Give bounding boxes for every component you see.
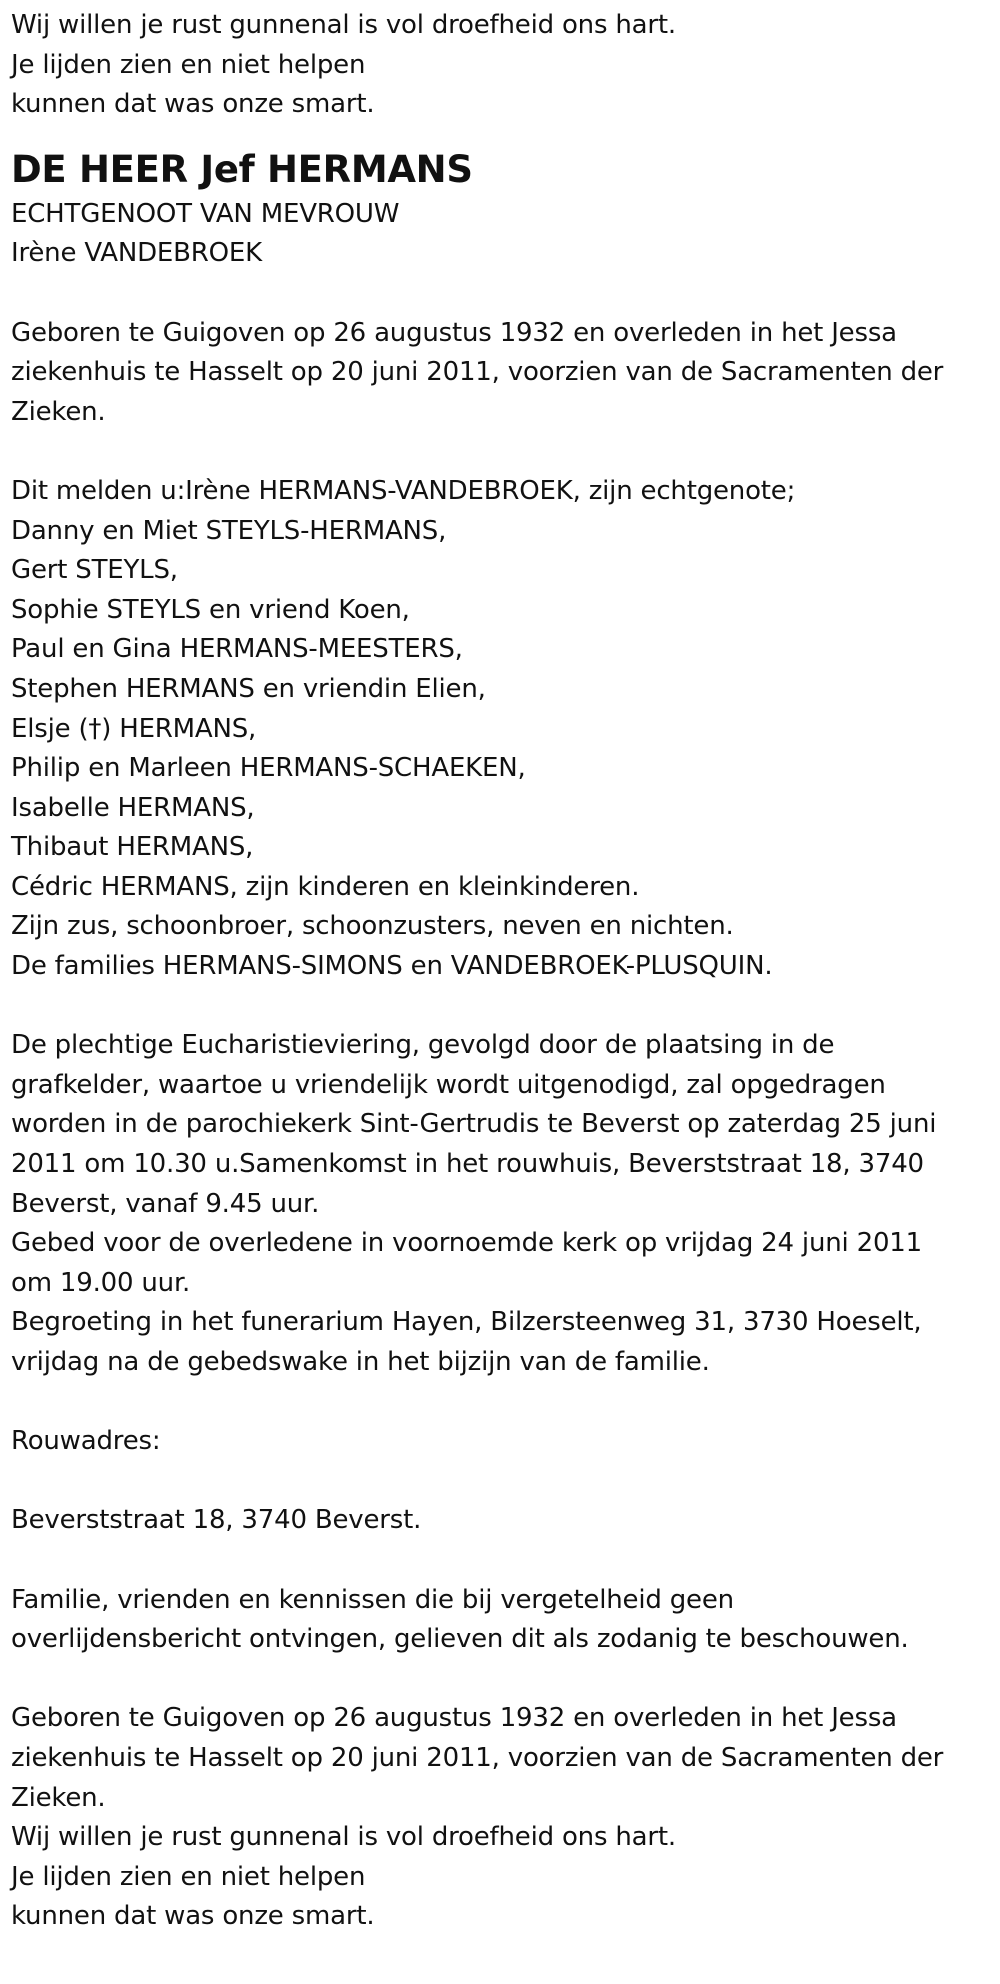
text-line: ziekenhuis te Hasselt op 20 juni 2011, voorzien van de Sacramenten der: [11, 357, 944, 388]
announcers-list: [11, 472, 991, 987]
address: Beverststraat 18, 3740 Beverst.: [11, 1505, 422, 1536]
text-line: 2011 om 10.30 u.Samenkomst in het rouwhuis, Beverststraat 18, 3740: [11, 1149, 924, 1180]
announcer-line: Sophie STEYLS en vriend Koen,: [11, 594, 410, 625]
poem-top: [11, 6, 991, 125]
disclaimer: [11, 1581, 991, 1660]
text-line: Zieken.: [11, 1782, 106, 1813]
announcer-line: Isabelle HERMANS,: [11, 792, 255, 823]
poem-line: kunnen dat was onze smart.: [11, 1901, 375, 1932]
poem-line: Wij willen je rust gunnenal is vol droefheid ons hart.: [11, 10, 676, 40]
announcer-line: Danny en Miet STEYLS-HERMANS,: [11, 515, 447, 546]
text-line: om 19.00 uur.: [11, 1267, 191, 1298]
text-line: De plechtige Eucharistieviering, gevolgd door de plaatsing in de: [11, 1030, 835, 1061]
text-line: Familie, vrienden en kennissen die bij vergetelheid geen: [11, 1584, 734, 1615]
obituary-notice: [11, 6, 991, 1937]
text-line: Geboren te Guigoven op 26 augustus 1932 en overleden in het Jessa: [11, 1703, 897, 1734]
announcer-line: Zijn zus, schoonbroer, schoonzusters, neven en nichten.: [11, 911, 734, 942]
announcer-line: Thibaut HERMANS,: [11, 832, 254, 863]
poem-bottom: [11, 1818, 991, 1937]
text-line: Zieken.: [11, 396, 106, 427]
poem-line: Je lijden zien en niet helpen: [11, 1861, 366, 1892]
birth-death-info: [11, 314, 991, 433]
announcer-line: Philip en Marleen HERMANS-SCHAEKEN,: [11, 753, 526, 784]
text-line: overlijdensbericht ontvingen, gelieven dit als zodanig te beschouwen.: [11, 1624, 909, 1655]
announcer-line: Dit melden u:Irène HERMANS-VANDEBROEK, zijn echtgenote;: [11, 475, 796, 506]
text-line: Begroeting in het funerarium Hayen, Bilzersteenweg 31, 3730 Hoeselt,: [11, 1307, 922, 1338]
announcer-line: Gert STEYLS,: [11, 555, 178, 586]
announcer-line: Paul en Gina HERMANS-MEESTERS,: [11, 634, 463, 665]
spacer: [11, 1383, 991, 1423]
text-line: grafkelder, waartoe u vriendelijk wordt uitgenodigd, zal opgedragen: [11, 1069, 886, 1100]
spacer: [11, 1660, 991, 1700]
text-line: ziekenhuis te Hasselt op 20 juni 2011, voorzien van de Sacramenten der: [11, 1742, 944, 1773]
poem-line: Wij willen je rust gunnenal is vol droefheid ons hart.: [11, 1822, 676, 1853]
announcer-line: Stephen HERMANS en vriendin Elien,: [11, 673, 486, 704]
spacer: [11, 987, 991, 1027]
text-line: worden in de parochiekerk Sint-Gertrudis te Beverst op zaterdag 25 juni: [11, 1109, 937, 1140]
poem-line: kunnen dat was onze smart.: [11, 89, 375, 120]
birth-death-info-repeat: [11, 1699, 991, 1818]
text-line: Beverst, vanaf 9.45 uur.: [11, 1188, 320, 1219]
announcer-line: Elsje (†) HERMANS,: [11, 713, 257, 744]
text-line: vrijdag na de gebedswake in het bijzijn van de familie.: [11, 1347, 710, 1377]
spacer: [11, 1541, 991, 1581]
poem-line: Je lijden zien en niet helpen: [11, 49, 366, 80]
address-label: Rouwadres:: [11, 1426, 161, 1457]
ceremony-info: [11, 1026, 991, 1382]
spouse-info: [11, 195, 991, 274]
spacer: [11, 432, 991, 472]
announcer-line: De families HERMANS-SIMONS en VANDEBROEK-PLUSQUIN.: [11, 951, 773, 982]
spacer: [11, 274, 991, 314]
spouse-line: Irène VANDEBROEK: [11, 238, 262, 269]
deceased-name: DE HEER Jef HERMANS: [11, 147, 473, 191]
text-line: Gebed voor de overledene in voornoemde kerk op vrijdag 24 juni 2011: [11, 1228, 922, 1259]
announcer-line: Cédric HERMANS, zijn kinderen en kleinkinderen.: [11, 871, 640, 902]
text-line: Geboren te Guigoven op 26 augustus 1932 en overleden in het Jessa: [11, 317, 897, 348]
spacer: [11, 1462, 991, 1502]
spouse-line: ECHTGENOOT VAN MEVROUW: [11, 198, 400, 229]
